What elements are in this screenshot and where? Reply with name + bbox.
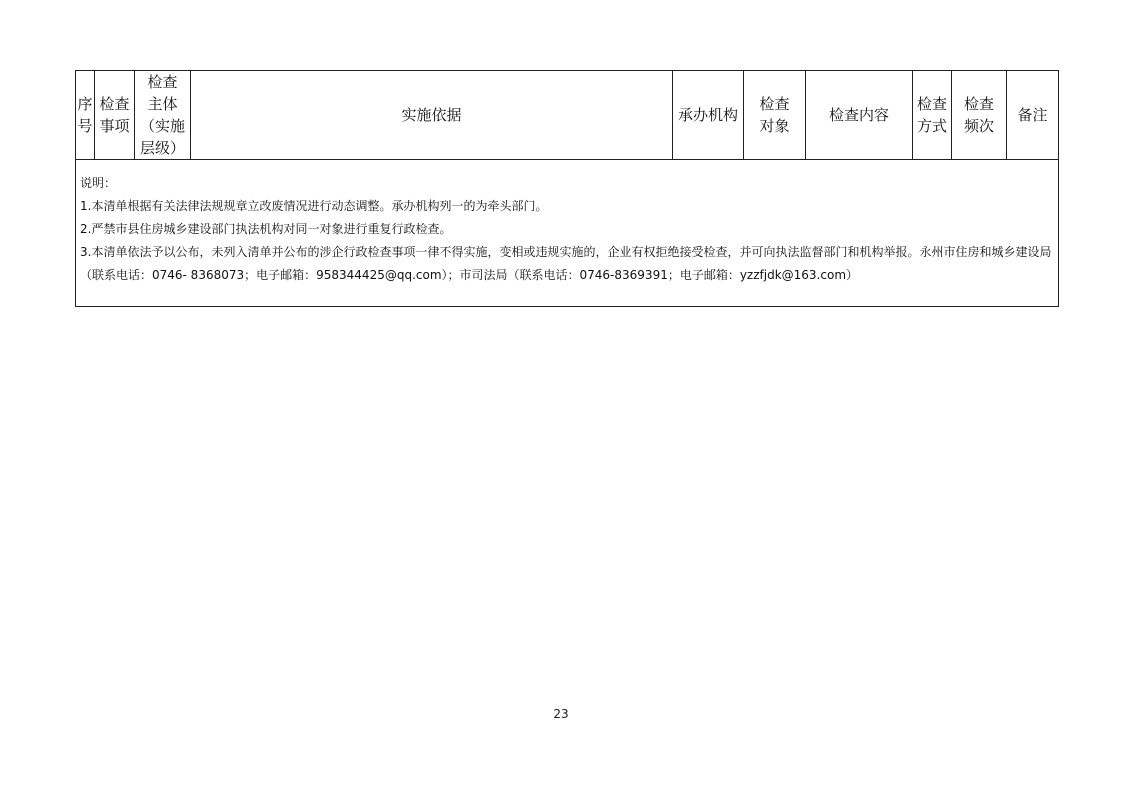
header-inspection-target: 检查 对象 <box>744 71 806 160</box>
header-inspection-subject: 检查 主体 （实施 层级） <box>135 71 191 160</box>
page-number: 23 <box>553 707 569 721</box>
header-inspection-frequency: 检查 频次 <box>952 71 1007 160</box>
notes-row <box>76 160 1059 307</box>
header-inspection-method: 检查 方式 <box>913 71 952 160</box>
notes-cell <box>76 160 1059 307</box>
header-implementation-basis: 实施依据 <box>191 71 673 160</box>
header-inspection-item: 检查 事项 <box>95 71 135 160</box>
inspection-table <box>75 70 1059 307</box>
table-header-row <box>76 71 1059 160</box>
note-item-3: 3.本清单依法予以公布，未列入清单并公布的涉企行政检查事项一律不得实施，变相或违规实施的，企业有权拒绝接受检查，并可向执法监督部门和机构举报。永州市住房和城乡建设局（联系电话：0746- 8368073；电子邮箱：958344425@qq.com）；市司法局（联系电话：0746-8369391；电子邮箱：yzzfjdk@163.com） <box>80 245 1052 282</box>
header-responsible-agency: 承办机构 <box>673 71 744 160</box>
note-item-1: 1.本清单根据有关法律法规规章立改废情况进行动态调整。承办机构列一的为牵头部门。 <box>80 199 548 213</box>
header-seq: 序 号 <box>76 71 95 160</box>
notes-title: 说明： <box>80 176 117 190</box>
note-item-2: 2.严禁市县住房城乡建设部门执法机构对同一对象进行重复行政检查。 <box>80 222 452 236</box>
header-inspection-content: 检查内容 <box>806 71 913 160</box>
header-remarks: 备注 <box>1007 71 1059 160</box>
